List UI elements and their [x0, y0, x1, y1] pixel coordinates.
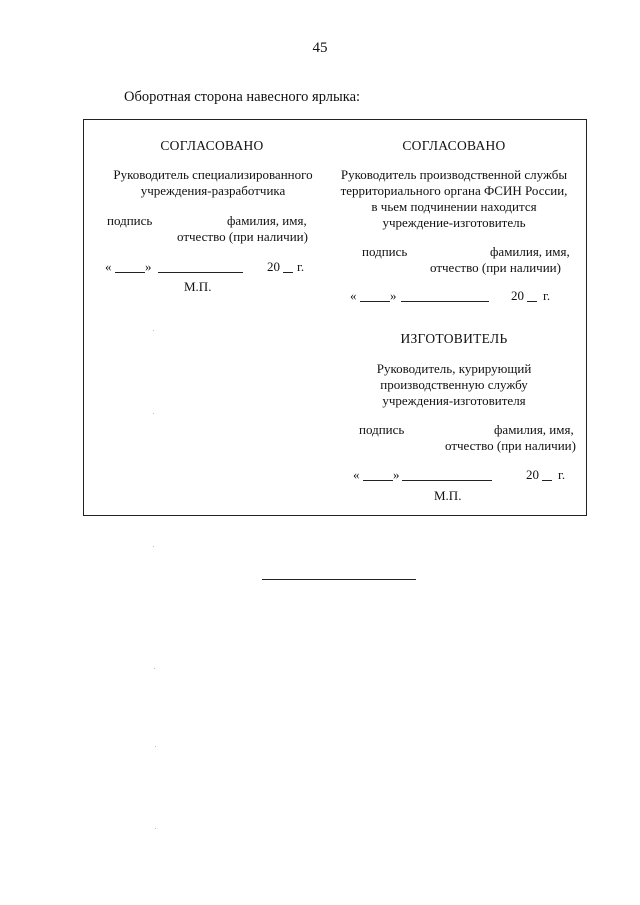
- left-month-blank: [158, 272, 243, 273]
- manufacturer-month-blank: [402, 480, 492, 481]
- left-quote-open: «: [105, 259, 112, 274]
- scan-speck: [154, 668, 155, 669]
- left-position-line2: учреждения-разработчика: [140, 183, 286, 198]
- right-name-label-line2: отчество (при наличии): [430, 260, 561, 275]
- left-position-line1: Руководитель специализированного: [113, 167, 313, 182]
- right-year-blank: [527, 301, 537, 302]
- manufacturer-quote-open: «: [353, 467, 360, 482]
- left-signature-label: подпись: [107, 213, 153, 228]
- right-heading: СОГЛАСОВАНО: [402, 138, 506, 153]
- left-day-blank: [115, 272, 145, 273]
- left-stamp-label: М.П.: [184, 279, 212, 294]
- manufacturer-heading: ИЗГОТОВИТЕЛЬ: [400, 331, 508, 346]
- manufacturer-position-line3: учреждения-изготовителя: [382, 393, 526, 408]
- scan-speck: [153, 330, 154, 331]
- manufacturer-year-blank: [542, 480, 552, 481]
- left-year-prefix: 20: [267, 259, 280, 274]
- manufacturer-quote-close: »: [393, 467, 400, 482]
- manufacturer-year-prefix: 20: [526, 467, 539, 482]
- right-day-blank: [360, 301, 390, 302]
- right-position-line1: Руководитель производственной службы: [340, 167, 568, 182]
- scan-speck: [155, 828, 156, 829]
- left-year-suffix: г.: [297, 259, 305, 274]
- right-quote-open: «: [350, 288, 357, 303]
- left-quote-close: »: [145, 259, 152, 274]
- end-divider-line: [262, 579, 416, 580]
- approval-frame: [83, 119, 587, 516]
- right-year-suffix: г.: [543, 288, 551, 303]
- scan-speck: [155, 746, 156, 747]
- manufacturer-position-line1: Руководитель, курирующий: [376, 361, 532, 376]
- right-signature-label: подпись: [362, 244, 408, 259]
- right-position-line3: в чьем подчинении находится: [371, 199, 537, 214]
- scan-speck: [153, 413, 154, 414]
- manufacturer-signature-label: подпись: [359, 422, 405, 437]
- right-position-line2: территориального органа ФСИН России,: [340, 183, 568, 198]
- left-name-label-line2: отчество (при наличии): [177, 229, 308, 244]
- right-name-label-line1: фамилия, имя,: [490, 244, 570, 259]
- left-year-blank: [283, 272, 293, 273]
- manufacturer-stamp-label: М.П.: [434, 488, 462, 503]
- manufacturer-day-blank: [363, 480, 393, 481]
- manufacturer-name-label-line2: отчество (при наличии): [445, 438, 576, 453]
- right-year-prefix: 20: [511, 288, 524, 303]
- page-number: 45: [312, 40, 328, 56]
- manufacturer-position-line2: производственную службу: [380, 377, 528, 392]
- right-position-line4: учреждение-изготовитель: [382, 215, 526, 230]
- manufacturer-year-suffix: г.: [558, 467, 566, 482]
- left-heading: СОГЛАСОВАНО: [160, 138, 264, 153]
- manufacturer-name-label-line1: фамилия, имя,: [494, 422, 574, 437]
- right-quote-close: »: [390, 288, 397, 303]
- left-name-label-line1: фамилия, имя,: [227, 213, 307, 228]
- right-month-blank: [401, 301, 489, 302]
- scan-speck: [153, 546, 154, 547]
- label-reverse-side-caption: Оборотная сторона навесного ярлыка:: [124, 89, 361, 105]
